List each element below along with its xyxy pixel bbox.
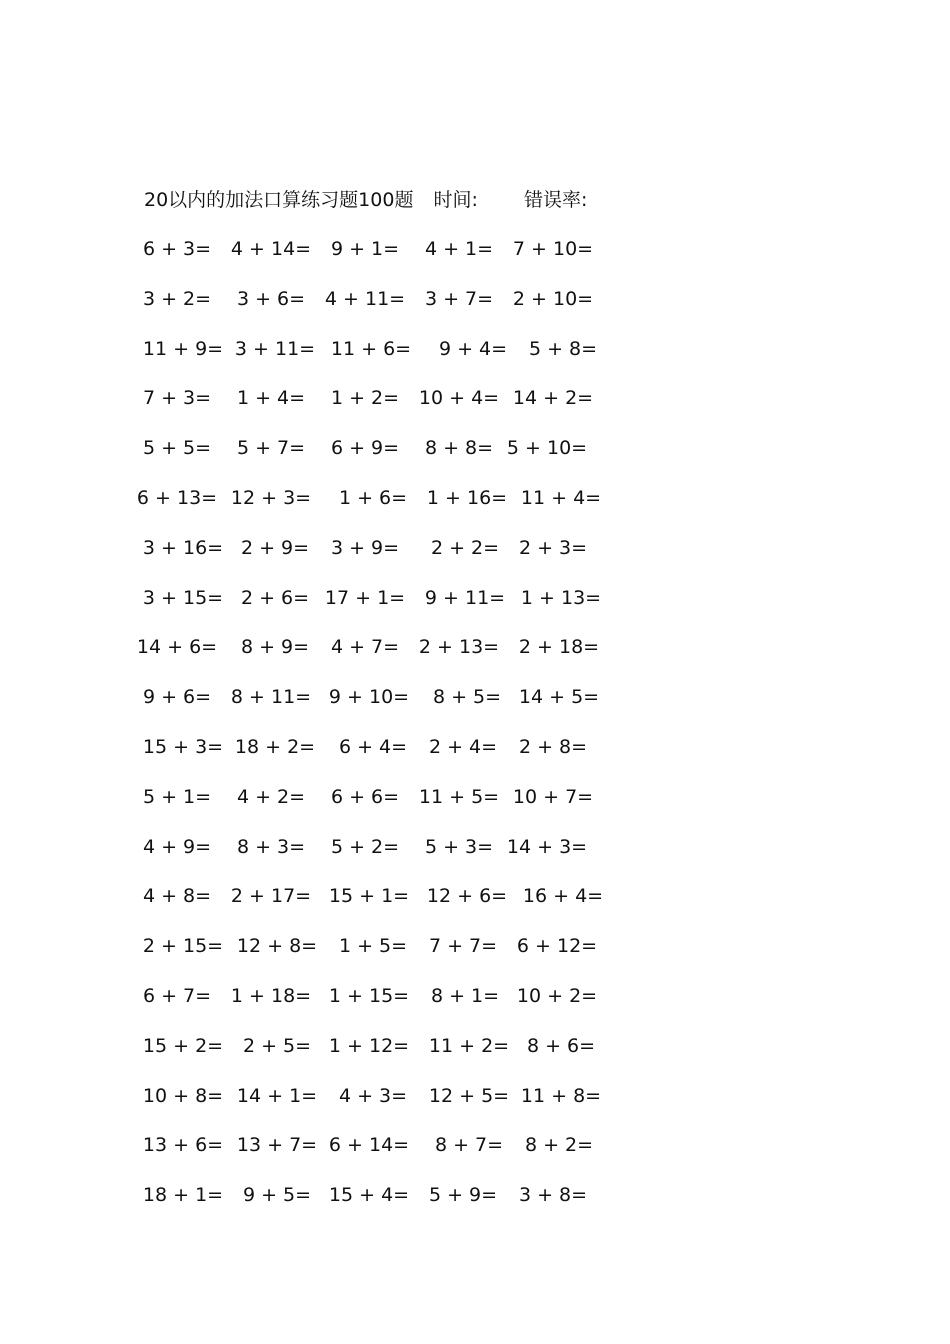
problem-cell: 6 + 13= [136, 486, 218, 509]
problem-cell: 2 + 6= [240, 586, 310, 609]
problem-cell: 8 + 9= [240, 636, 310, 659]
problem-cell: 2 + 4= [428, 735, 498, 758]
problem-cell: 9 + 5= [242, 1184, 312, 1207]
problem-cell: 11 + 4= [520, 486, 602, 509]
problem-cell: 3 + 9= [330, 536, 400, 559]
problem-cell: 15 + 4= [328, 1184, 410, 1207]
problem-cell: 10 + 2= [516, 984, 598, 1007]
problem-cell: 8 + 6= [526, 1034, 596, 1057]
problem-cell: 14 + 1= [236, 1084, 318, 1107]
problem-cell: 13 + 7= [236, 1134, 318, 1157]
problem-row [130, 1081, 640, 1131]
problem-row [130, 931, 640, 981]
problem-cell: 5 + 5= [142, 437, 212, 460]
problem-cell: 12 + 3= [230, 486, 312, 509]
time-label: 时间: [433, 189, 478, 211]
problem-cell: 7 + 3= [142, 387, 212, 410]
problem-cell: 1 + 16= [426, 486, 508, 509]
problem-row [130, 583, 640, 633]
problem-cell: 4 + 3= [338, 1084, 408, 1107]
problem-row [130, 1130, 640, 1180]
problem-cell: 10 + 4= [418, 387, 500, 410]
problem-cell: 2 + 5= [242, 1034, 312, 1057]
problem-cell: 1 + 5= [338, 935, 408, 958]
problem-cell: 11 + 5= [418, 785, 500, 808]
problem-row [130, 533, 640, 583]
problem-cell: 3 + 11= [234, 337, 316, 360]
problem-cell: 6 + 6= [330, 785, 400, 808]
problem-cell: 17 + 1= [324, 586, 406, 609]
problem-row [130, 832, 640, 882]
problem-row [130, 284, 640, 334]
problem-cell: 15 + 2= [142, 1034, 224, 1057]
problem-cell: 9 + 4= [438, 337, 508, 360]
problem-cell: 1 + 18= [230, 984, 312, 1007]
problem-cell: 4 + 9= [142, 835, 212, 858]
problem-cell: 3 + 6= [236, 287, 306, 310]
problem-cell: 18 + 1= [142, 1184, 224, 1207]
problem-cell: 4 + 1= [424, 238, 494, 260]
problem-cell: 8 + 8= [424, 437, 494, 460]
problem-cell: 5 + 8= [528, 337, 598, 360]
problem-cell: 1 + 4= [236, 387, 306, 410]
problem-cell: 4 + 7= [330, 636, 400, 659]
problem-cell: 5 + 3= [424, 835, 494, 858]
problem-row [130, 234, 640, 284]
problem-cell: 2 + 17= [230, 885, 312, 908]
problem-row [130, 1180, 640, 1230]
problem-cell: 14 + 2= [512, 387, 594, 410]
problem-cell: 8 + 5= [432, 686, 502, 709]
problem-cell: 2 + 18= [518, 636, 600, 659]
problem-cell: 7 + 7= [428, 935, 498, 958]
problem-cell: 6 + 12= [516, 935, 598, 958]
problem-row [130, 433, 640, 483]
problem-cell: 3 + 16= [142, 536, 224, 559]
problem-cell: 15 + 3= [142, 735, 224, 758]
problem-row [130, 632, 640, 682]
problem-cell: 6 + 9= [330, 437, 400, 460]
problem-row [130, 782, 640, 832]
problem-cell: 6 + 4= [338, 735, 408, 758]
problem-cell: 11 + 9= [142, 337, 224, 360]
problem-cell: 5 + 2= [330, 835, 400, 858]
problem-cell: 6 + 14= [328, 1134, 410, 1157]
problem-grid [130, 234, 640, 1230]
problem-cell: 15 + 1= [328, 885, 410, 908]
problem-cell: 3 + 2= [142, 287, 212, 310]
problem-cell: 5 + 1= [142, 785, 212, 808]
problem-cell: 1 + 2= [330, 387, 400, 410]
problem-row [130, 1031, 640, 1081]
problem-cell: 1 + 6= [338, 486, 408, 509]
problem-cell: 12 + 5= [428, 1084, 510, 1107]
problem-row [130, 981, 640, 1031]
problem-cell: 1 + 13= [520, 586, 602, 609]
problem-cell: 5 + 7= [236, 437, 306, 460]
problem-cell: 2 + 10= [512, 287, 594, 310]
problem-cell: 3 + 8= [518, 1184, 588, 1207]
problem-cell: 8 + 3= [236, 835, 306, 858]
problem-cell: 16 + 4= [522, 885, 604, 908]
problem-cell: 10 + 7= [512, 785, 594, 808]
problem-row [130, 483, 640, 533]
problem-cell: 9 + 6= [142, 686, 212, 709]
problem-cell: 11 + 6= [330, 337, 412, 360]
problem-row [130, 682, 640, 732]
problem-cell: 10 + 8= [142, 1084, 224, 1107]
problem-cell: 14 + 5= [518, 686, 600, 709]
problem-cell: 18 + 2= [234, 735, 316, 758]
problem-cell: 8 + 11= [230, 686, 312, 709]
problem-cell: 12 + 6= [426, 885, 508, 908]
problem-cell: 5 + 9= [428, 1184, 498, 1207]
problem-cell: 11 + 2= [428, 1034, 510, 1057]
problem-cell: 11 + 8= [520, 1084, 602, 1107]
problem-cell: 8 + 7= [434, 1134, 504, 1157]
problem-cell: 2 + 2= [430, 536, 500, 559]
problem-cell: 9 + 10= [328, 686, 410, 709]
problem-cell: 3 + 15= [142, 586, 224, 609]
problem-cell: 4 + 14= [230, 238, 312, 260]
problem-cell: 12 + 8= [236, 935, 318, 958]
problem-row [130, 881, 640, 931]
error-rate-label: 错误率: [523, 189, 588, 211]
problem-cell: 6 + 7= [142, 984, 212, 1007]
problem-cell: 7 + 10= [512, 238, 594, 260]
problem-row [130, 334, 640, 384]
problem-cell: 14 + 3= [506, 835, 588, 858]
problem-cell: 5 + 10= [506, 437, 588, 460]
problem-cell: 8 + 1= [430, 984, 500, 1007]
problem-cell: 14 + 6= [136, 636, 218, 659]
problem-cell: 9 + 1= [330, 238, 400, 260]
problem-cell: 2 + 8= [518, 735, 588, 758]
problem-cell: 4 + 8= [142, 885, 212, 908]
problem-row [130, 383, 640, 433]
problem-cell: 3 + 7= [424, 287, 494, 310]
problem-cell: 2 + 9= [240, 536, 310, 559]
problem-cell: 2 + 15= [142, 935, 224, 958]
worksheet-title: 20以内的加法口算练习题100题 [144, 189, 414, 211]
problem-cell: 1 + 15= [328, 984, 410, 1007]
problem-cell: 13 + 6= [142, 1134, 224, 1157]
worksheet-header [144, 186, 587, 214]
problem-cell: 8 + 2= [524, 1134, 594, 1157]
problem-cell: 9 + 11= [424, 586, 506, 609]
problem-cell: 1 + 12= [328, 1034, 410, 1057]
problem-row [130, 732, 640, 782]
problem-cell: 4 + 11= [324, 287, 406, 310]
problem-cell: 4 + 2= [236, 785, 306, 808]
problem-cell: 2 + 3= [518, 536, 588, 559]
problem-cell: 2 + 13= [418, 636, 500, 659]
problem-cell: 6 + 3= [142, 238, 212, 260]
